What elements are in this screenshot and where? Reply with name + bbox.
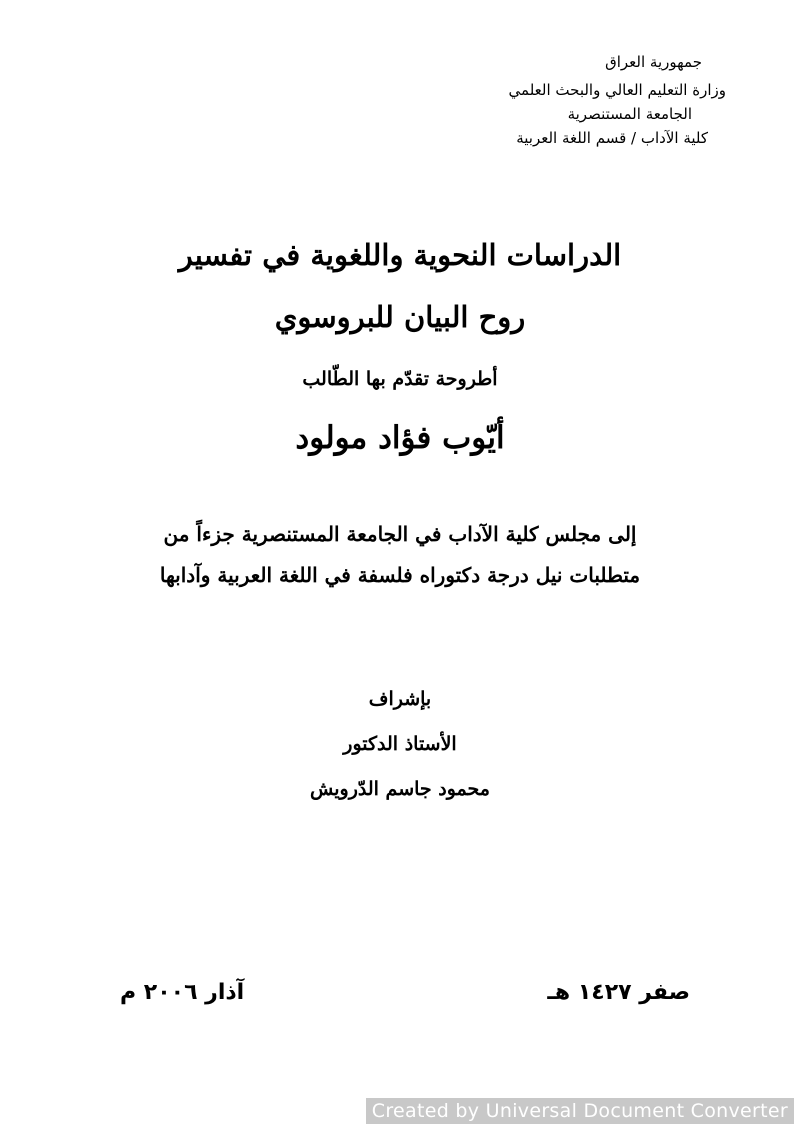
submission-line2: متطلبات نيل درجة دكتوراه فلسفة في اللغة العربية وآدابها <box>159 563 641 587</box>
converter-watermark: Created by Universal Document Converter <box>366 1098 794 1124</box>
submission-line1: إلى مجلس كلية الآداب في الجامعة المستنصرية جزءاً من <box>163 522 637 546</box>
header-university: الجامعة المستنصرية <box>567 105 692 123</box>
supervision-label: بإشراف <box>368 688 432 710</box>
student-name: أيّوب فؤاد مولود <box>295 420 505 456</box>
thesis-title-line2: روح البيان للبروسوي <box>274 300 526 334</box>
hijri-date: صفر ١٤٢٧ هـ <box>547 980 690 1005</box>
header-ministry: وزارة التعليم العالي والبحث العلمي <box>508 81 726 99</box>
header-department: كلية الآداب / قسم اللغة العربية <box>516 129 708 147</box>
supervisor-rank: الأستاذ الدكتور <box>343 733 457 755</box>
header-country: جمهورية العراق <box>605 53 702 71</box>
presented-by: أطروحة تقدّم بها الطّالب <box>302 368 498 390</box>
supervisor-name: محمود جاسم الدّرويش <box>310 778 490 800</box>
thesis-title-line1: الدراسات النحوية واللغوية في تفسير <box>178 238 622 272</box>
gregorian-date: آذار ٢٠٠٦ م <box>120 980 245 1005</box>
